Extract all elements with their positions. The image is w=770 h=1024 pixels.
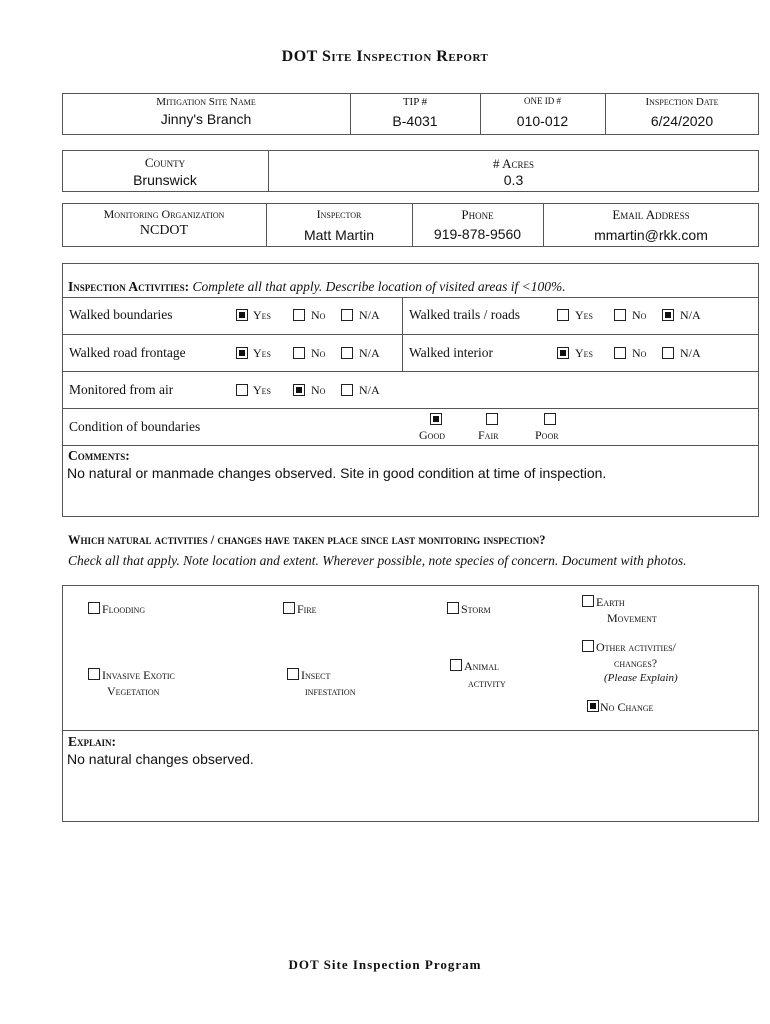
flooding-label: Flooding xyxy=(102,602,146,616)
activities-instruction: Complete all that apply. Describe location of visited areas if <100%. xyxy=(192,279,566,294)
tip-label: TIP # xyxy=(402,96,428,108)
site-name-label: Mitigation Site Name xyxy=(156,96,256,108)
walked-trails-no-checkbox[interactable] xyxy=(614,309,626,321)
opt-na: N/A xyxy=(359,383,380,397)
county-label: County xyxy=(144,155,186,170)
walked-road-frontage-no-checkbox[interactable] xyxy=(293,347,305,359)
condition-good-label: Good xyxy=(419,428,445,442)
fire-checkbox[interactable] xyxy=(283,602,295,614)
opt-na: N/A xyxy=(359,346,380,360)
walked-boundaries-no-checkbox[interactable] xyxy=(293,309,305,321)
opt-no: No xyxy=(311,383,326,397)
condition-poor-checkbox[interactable] xyxy=(544,413,556,425)
natural-heading: Which natural activities / changes have taken place since last monitoring inspection? xyxy=(68,533,546,547)
opt-yes: Yes xyxy=(253,383,272,397)
row-label-walked-trails: Walked trails / roads xyxy=(409,307,521,322)
email-label: Email Address xyxy=(612,207,690,222)
monitored-air-na-checkbox[interactable] xyxy=(341,384,353,396)
insect-checkbox[interactable] xyxy=(287,668,299,680)
activities-heading xyxy=(68,279,566,295)
inspector-label: Inspector xyxy=(316,207,362,221)
opt-yes: Yes xyxy=(253,308,272,322)
email-value[interactable]: mmartin@rkk.com xyxy=(594,227,708,243)
date-label: Inspection Date xyxy=(645,96,719,108)
walked-trails-yes-checkbox[interactable] xyxy=(557,309,569,321)
walked-interior-no-checkbox[interactable] xyxy=(614,347,626,359)
org-label: Monitoring Organization xyxy=(103,207,225,221)
flooding-checkbox[interactable] xyxy=(88,602,100,614)
comments-label: Comments: xyxy=(68,448,130,463)
walked-boundaries-yes-checkbox[interactable] xyxy=(236,309,248,321)
condition-fair-checkbox[interactable] xyxy=(486,413,498,425)
walked-interior-na-checkbox[interactable] xyxy=(662,347,674,359)
natural-instruction: Check all that apply. Note location and extent. Wherever possible, note species of concern. Document with photos. xyxy=(68,553,687,568)
explain-field[interactable]: No natural changes observed. xyxy=(67,751,254,767)
invasive-label-2: Vegetation xyxy=(107,684,160,698)
explain-label: Explain: xyxy=(68,734,117,749)
acres-value[interactable]: 0.3 xyxy=(503,172,524,188)
other-label-1: Other activities/ xyxy=(596,640,676,654)
walked-road-frontage-yes-checkbox[interactable] xyxy=(236,347,248,359)
condition-fair-label: Fair xyxy=(478,428,499,442)
comments-field[interactable]: No natural or manmade changes observed. Site in good condition at time of inspection. xyxy=(67,465,607,481)
tip-value[interactable]: B-4031 xyxy=(392,113,438,129)
inspector-value[interactable]: Matt Martin xyxy=(303,227,374,243)
opt-na: N/A xyxy=(680,346,701,360)
other-label-2: changes? xyxy=(614,656,658,670)
insect-label-2: infestation xyxy=(305,684,356,698)
row-label-condition: Condition of boundaries xyxy=(69,419,201,434)
storm-checkbox[interactable] xyxy=(447,602,459,614)
monitored-air-no-checkbox[interactable] xyxy=(293,384,305,396)
opt-no: No xyxy=(632,346,647,360)
opt-yes: Yes xyxy=(575,346,594,360)
one-id-value[interactable]: 010-012 xyxy=(516,113,569,129)
walked-road-frontage-na-checkbox[interactable] xyxy=(341,347,353,359)
fire-label: Fire xyxy=(297,602,317,616)
org-value[interactable]: NCDOT xyxy=(139,223,189,238)
invasive-checkbox[interactable] xyxy=(88,668,100,680)
site-name-value[interactable]: Jinny's Branch xyxy=(160,111,252,127)
walked-interior-yes-checkbox[interactable] xyxy=(557,347,569,359)
invasive-label-1: Invasive Exotic xyxy=(102,668,175,682)
other-activities-checkbox[interactable] xyxy=(582,640,594,652)
county-value[interactable]: Brunswick xyxy=(133,172,197,188)
animal-label-1: Animal xyxy=(464,659,499,673)
footer-text: DOT Site Inspection Program xyxy=(288,957,482,972)
condition-poor-label: Poor xyxy=(535,428,559,442)
row-label-walked-boundaries: Walked boundaries xyxy=(69,307,173,322)
row-label-monitored-from-air: Monitored from air xyxy=(69,382,174,397)
activities-heading-label: Inspection Activities: xyxy=(68,279,190,294)
insect-label-1: Insect xyxy=(301,668,331,682)
opt-no: No xyxy=(311,346,326,360)
acres-label: # Acres xyxy=(493,156,534,171)
walked-trails-na-checkbox[interactable] xyxy=(662,309,674,321)
other-label-3: (Please Explain) xyxy=(604,672,678,684)
monitored-air-yes-checkbox[interactable] xyxy=(236,384,248,396)
opt-no: No xyxy=(311,308,326,322)
no-change-checkbox[interactable] xyxy=(587,700,599,712)
earth-movement-checkbox[interactable] xyxy=(582,595,594,607)
condition-good-checkbox[interactable] xyxy=(430,413,442,425)
animal-label-2: activity xyxy=(468,676,506,690)
phone-label: Phone xyxy=(461,207,494,222)
walked-boundaries-na-checkbox[interactable] xyxy=(341,309,353,321)
earth-label-2: Movement xyxy=(607,611,657,625)
opt-yes: Yes xyxy=(253,346,272,360)
opt-no: No xyxy=(632,308,647,322)
date-value[interactable]: 6/24/2020 xyxy=(650,113,714,129)
report-title: DOT Site Inspection Report xyxy=(281,48,489,65)
opt-na: N/A xyxy=(359,308,380,322)
row-label-walked-road-frontage: Walked road frontage xyxy=(69,345,186,360)
one-id-label: ONE ID # xyxy=(524,96,561,106)
no-change-label: No Change xyxy=(600,700,654,714)
row-label-walked-interior: Walked interior xyxy=(409,345,494,360)
earth-label-1: Earth xyxy=(596,595,625,609)
phone-value[interactable]: 919-878-9560 xyxy=(433,226,522,242)
animal-checkbox[interactable] xyxy=(450,659,462,671)
opt-yes: Yes xyxy=(575,308,594,322)
storm-label: Storm xyxy=(461,602,491,616)
opt-na: N/A xyxy=(680,308,701,322)
